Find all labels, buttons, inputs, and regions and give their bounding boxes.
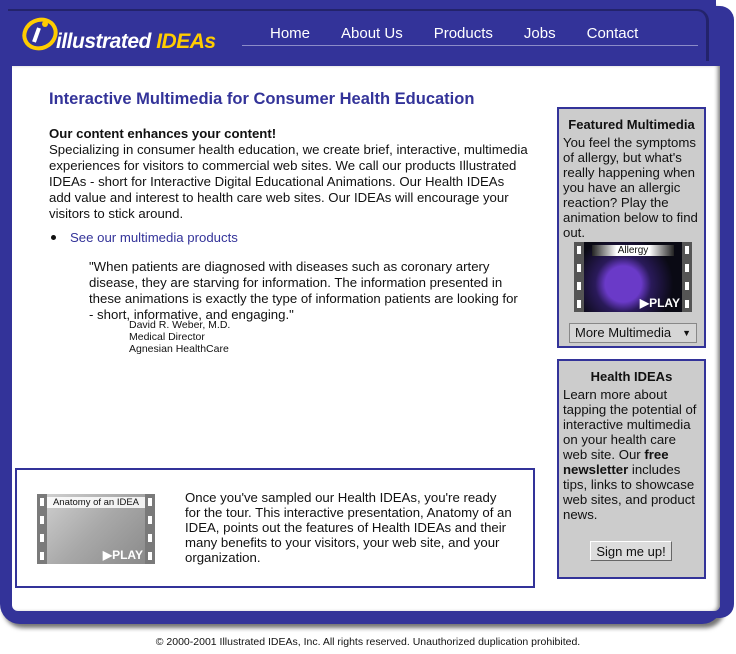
intro-section (49, 126, 529, 222)
nav-products[interactable]: Products (433, 25, 493, 42)
testimonial-quote: "When patients are diagnosed with diseases such as coronary artery disease, they are starving for information. The information presented in these animations is exactly the type of information patients are looking for - short, informative, and engaging." (89, 259, 518, 322)
footer-copyright: © 2000-2001 Illustrated IDEAs, Inc. All rights reserved. Unauthorized duplication prohibited. (155, 636, 581, 648)
nav-contact[interactable]: Contact (586, 25, 639, 42)
thumbnail-caption: Allergy (592, 245, 674, 256)
bullet-icon (51, 235, 56, 240)
logo-swoosh-icon (20, 14, 60, 54)
main-nav (270, 25, 669, 42)
film-holes-icon (577, 246, 581, 308)
attribution-title: Medical Director (129, 331, 205, 343)
featured-multimedia-box (557, 107, 706, 348)
nav-about-us[interactable]: About Us (341, 25, 403, 42)
sign-me-up-button[interactable]: Sign me up! (590, 541, 672, 561)
newsletter-emphasis: free newsletter (563, 447, 669, 477)
thumbnail-caption: Anatomy of an IDEA (47, 497, 145, 508)
nav-home[interactable]: Home (270, 25, 311, 42)
header-divider (242, 45, 698, 46)
more-multimedia-select[interactable] (569, 323, 697, 343)
content-area (12, 66, 720, 611)
bullet-list (49, 230, 238, 245)
film-holes-icon (685, 246, 689, 308)
nav-jobs[interactable]: Jobs (523, 25, 556, 42)
testimonial-attribution (129, 319, 230, 355)
chevron-down-icon: ▼ (682, 328, 691, 338)
page-title: Interactive Multimedia for Consumer Health Education (49, 90, 475, 108)
health-title: Health IDEAs (590, 369, 673, 384)
tour-description: Once you've sampled our Health IDEAs, you're ready for the tour. This interactive presentation, Anatomy of an IDEA, points out the features of Health IDEAs and their many benefits to your visitors, your web site, and your organization. (185, 490, 512, 565)
attribution-org: Agnesian HealthCare (129, 343, 229, 355)
attribution-name: David R. Weber, M.D. (129, 319, 231, 331)
featured-text: You feel the symptoms of allergy, but what's really happening when you have an allergic reaction? Play the animation below to find out. (563, 135, 698, 240)
health-ideas-box (557, 359, 706, 579)
logo-text: illustrated IDEAs (56, 30, 216, 53)
intro-heading: Our content enhances your content! (49, 126, 277, 141)
allergy-video-thumbnail[interactable] (574, 242, 692, 312)
featured-title: Featured Multimedia (568, 117, 695, 132)
play-icon[interactable]: ▶PLAY (639, 296, 680, 310)
site-logo[interactable] (20, 10, 240, 53)
site-header (0, 0, 716, 66)
anatomy-video-thumbnail[interactable] (37, 494, 155, 564)
film-holes-icon (40, 498, 44, 560)
film-holes-icon (148, 498, 152, 560)
intro-body: Specializing in consumer health education, we create brief, interactive, multimedia experiences for visitors to commercial web sites. We call our products Illustrated IDEAs - short for Interactive Digital Educational Animations. Our Health IDEAs add value and interest to health care web sites. Our IDEAs will encourage your visitors to stick around. (49, 142, 528, 221)
play-icon[interactable]: ▶PLAY (102, 548, 143, 562)
products-link[interactable]: See our multimedia products (70, 230, 238, 245)
health-text: Learn more about tapping the potential of interactive multimedia on your health care web site. Our free newsletter includes tips, links to showcase web sites, and product news. (563, 387, 697, 522)
tour-box (15, 468, 535, 588)
select-value: More Multimedia (575, 325, 672, 340)
